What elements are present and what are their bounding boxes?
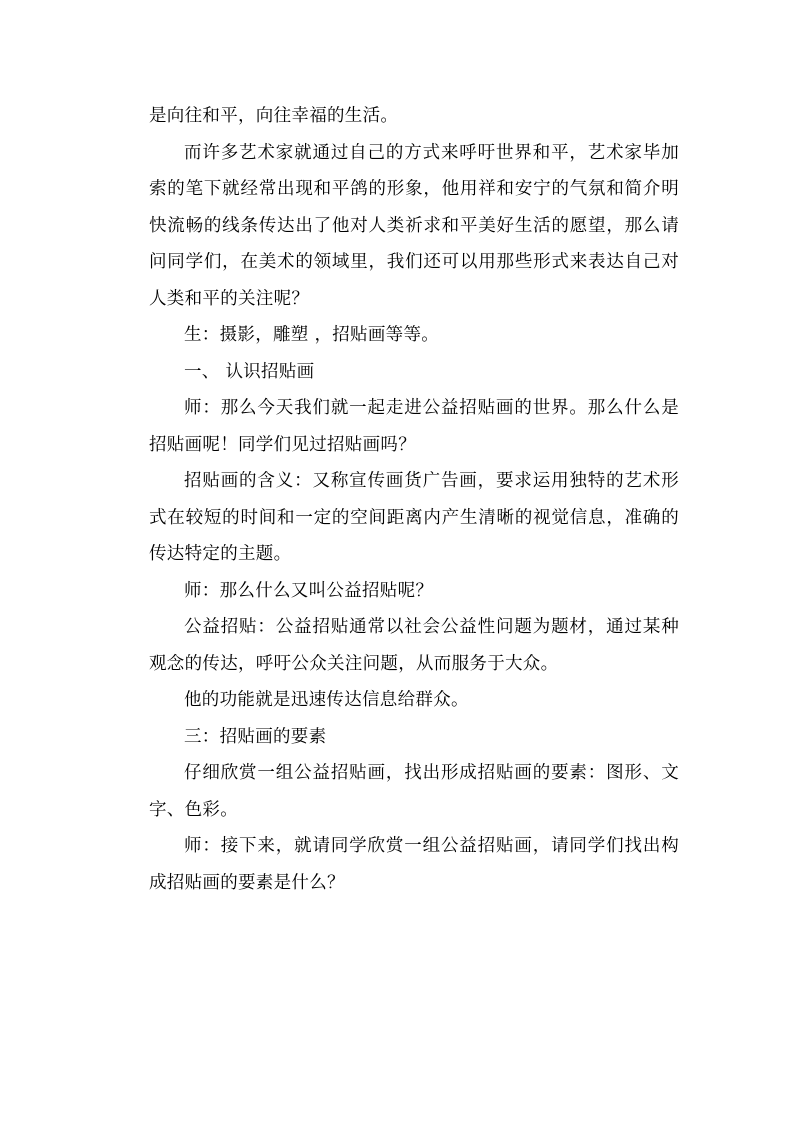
document-body — [149, 98, 679, 901]
paragraph-11: 仔细欣赏一组公益招贴画，找出形成招贴画的要素：图形、文字、色彩。 — [149, 763, 679, 820]
section-heading-3: 三：招贴画的要素 — [184, 726, 327, 747]
paragraph-1: 是向往和平，向往幸福的生活。 — [149, 106, 399, 126]
paragraph-7: 师：那么什么又叫公益招贴呢？ — [184, 580, 434, 601]
paragraph-9: 他的功能就是迅速传达信息给群众。 — [184, 690, 469, 710]
paragraph-2: 而许多艺术家就通过自己的方式来呼吁世界和平，艺术家毕加索的笔下就经常出现和平鸽的形象，他用祥和安宁的气氛和简介明快流畅的线条传达出了他对人类祈求和平美好生活的愿望，那么请问同学们，在美术的领域里，我们还可以用那些形式来表达自己对人类和平的关注呢？ — [149, 142, 679, 309]
section-heading-1: 一、 认识招贴画 — [184, 361, 315, 382]
paragraph-3: 生：摄影，雕塑 ，招贴画等等。 — [184, 325, 440, 345]
paragraph-8: 公益招贴：公益招贴通常以社会公益性问题为题材，通过某种观念的传达，呼吁公众关注问题，从而服务于大众。 — [149, 617, 679, 674]
paragraph-5: 师：那么今天我们就一起走进公益招贴画的世界。那么什么是招贴画呢！同学们见过招贴画吗？ — [149, 398, 679, 455]
paragraph-6: 招贴画的含义：又称宣传画货广告画，要求运用独特的艺术形式在较短的时间和一定的空间距离内产生清晰的视觉信息，准确的传达特定的主题。 — [149, 471, 679, 564]
paragraph-12: 师：接下来，就请同学欣赏一组公益招贴画，请同学们找出构成招贴画的要素是什么？ — [149, 836, 679, 893]
